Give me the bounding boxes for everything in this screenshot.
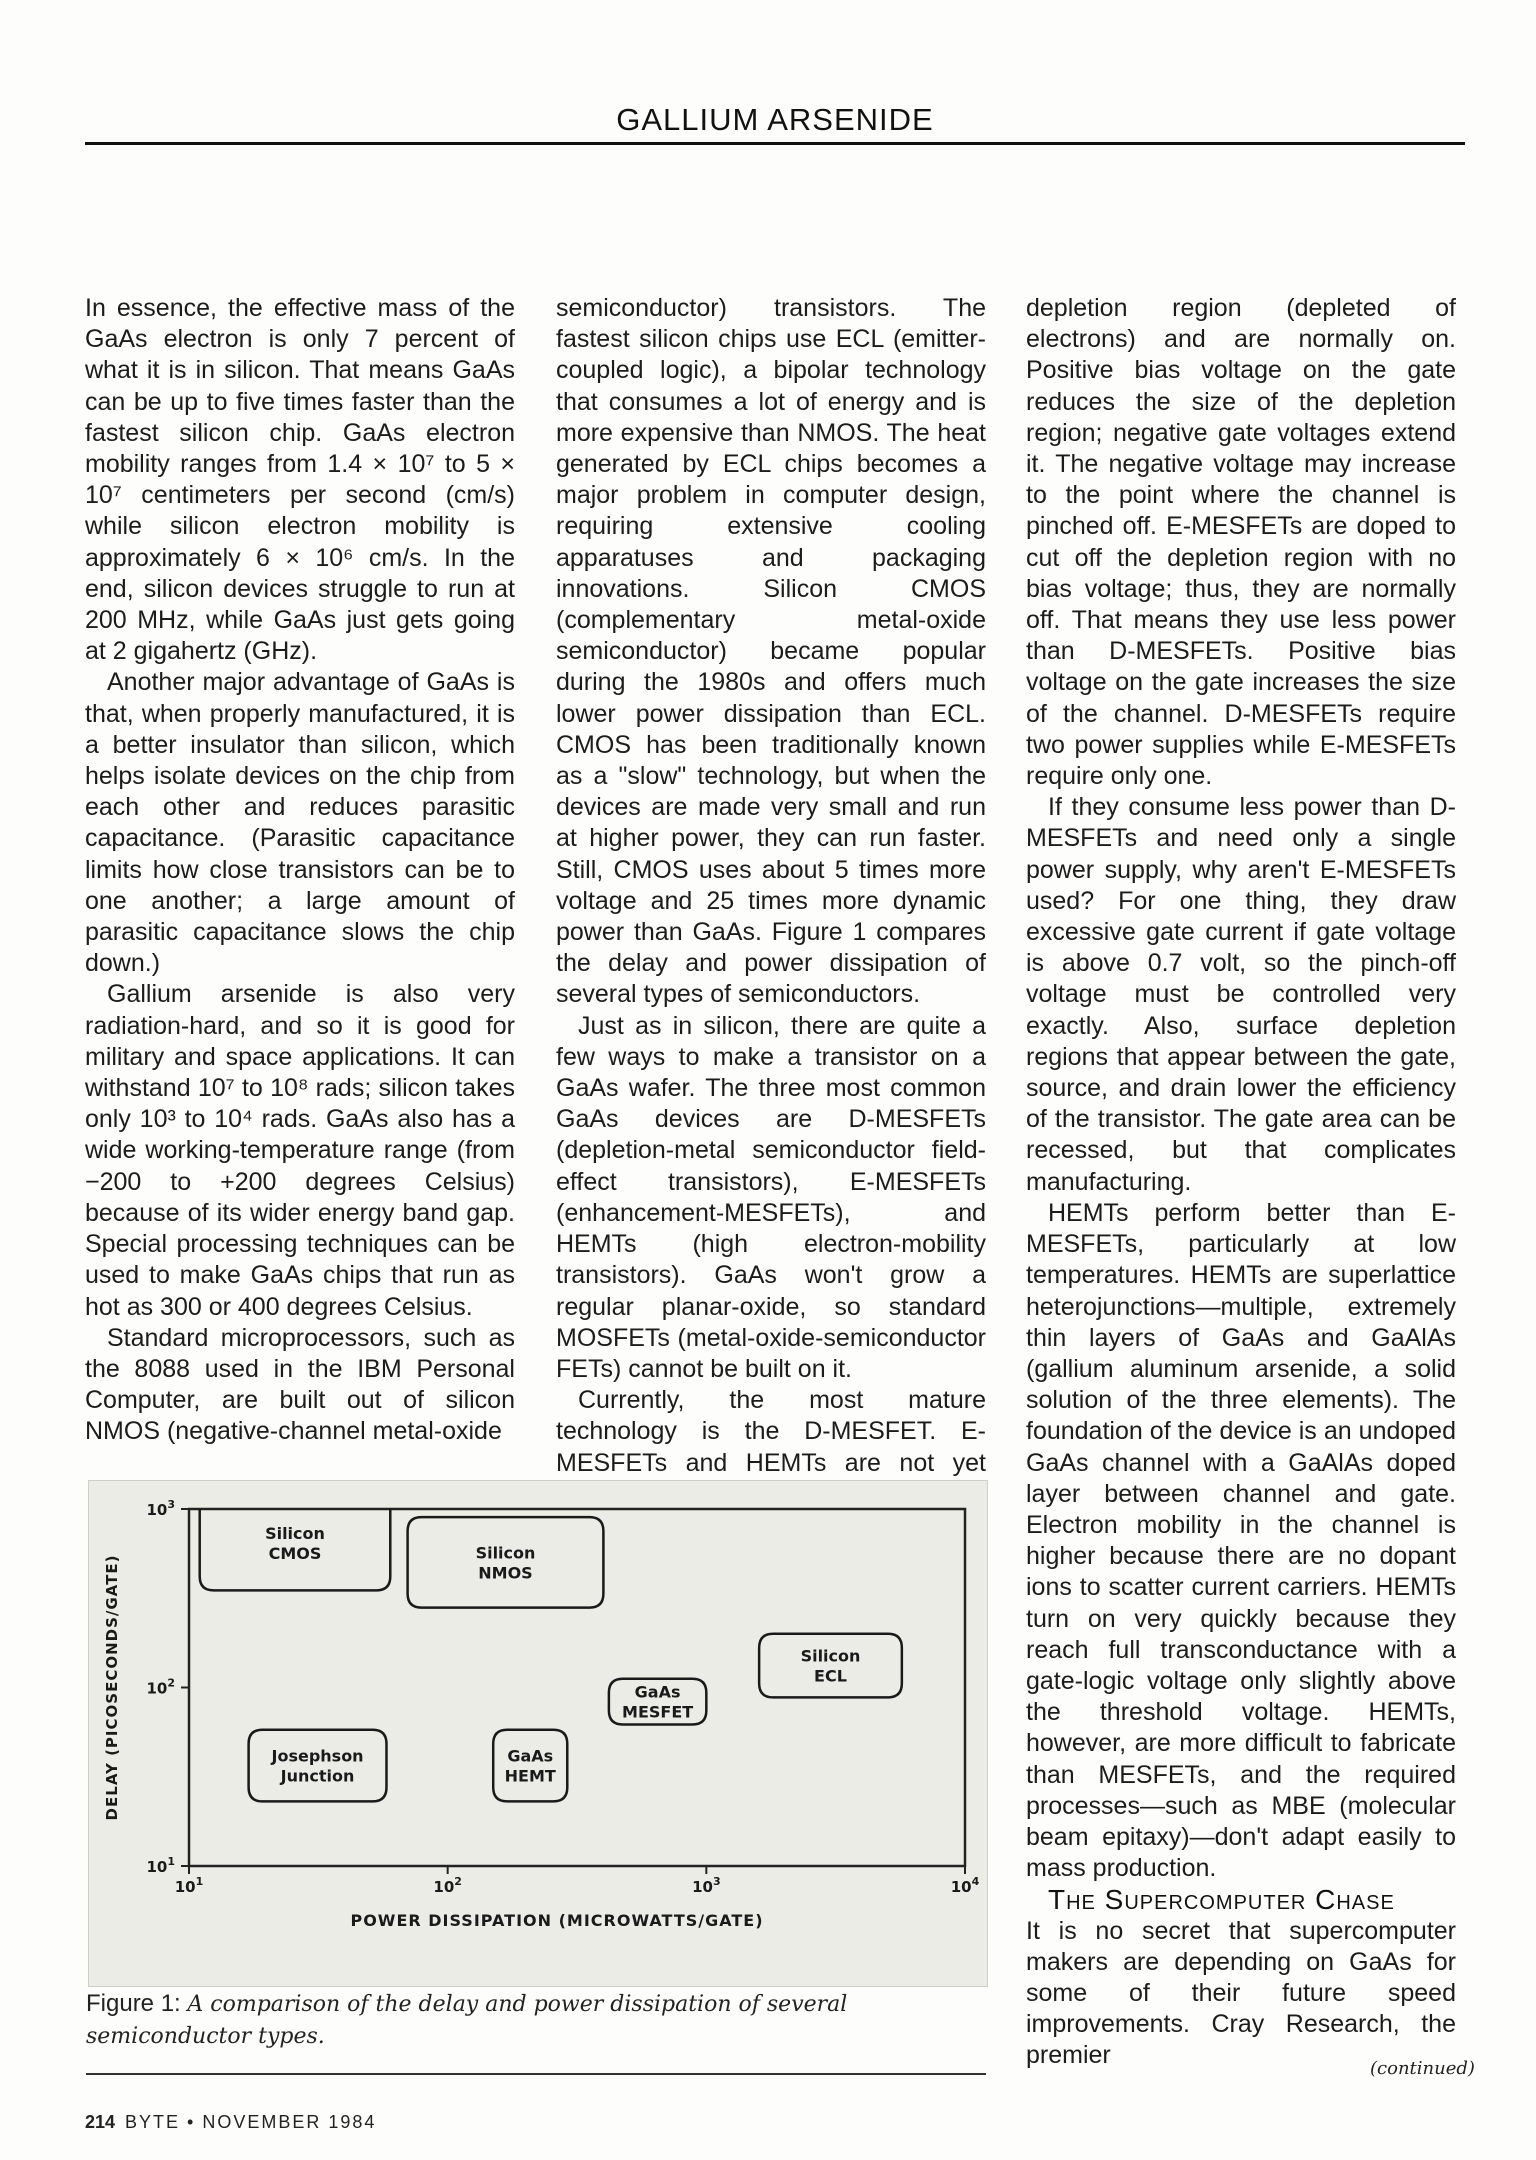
column-1: [85, 293, 515, 1448]
y-tick-label: $10^1$: [146, 1855, 175, 1876]
paragraph: Gallium arsenide is also very radiation-hard, and so it is good for military and space applications. It can withstand 10⁷ to 10⁸ rads; silicon takes only 10³ to 10⁴ rads. GaAs also has a wide working-temperature range (from −200 to +200 degrees Celsius) because of its wider energy band gap. Special processing techniques can be used to make GaAs chips that run as hot as 300 or 400 degrees Celsius.: [85, 980, 515, 1321]
gaas-hemt-label: GaAs: [507, 1746, 554, 1766]
paragraph: semiconductor) transistors. The fastest silicon chips use ECL (emitter-coupled logic), a bipolar technology that consumes a lot of energy and is more expensive than NMOS. The heat generated by ECL chips becomes a major problem in computer design, requiring extensive cooling apparatuses and packaging innovations. Silicon CMOS (complementary metal-oxide semiconductor) became popular during the 1980s and offers much lower power dissipation than ECL. CMOS has been traditionally known as a "slow" technology, but when the devices are made very small and run at higher power, they can run faster. Still, CMOS uses about 5 times more voltage and 25 times more dynamic power than GaAs. Figure 1 compares the delay and power dissipation of several types of semiconductors.: [556, 294, 986, 1009]
gaas-mesfet-label: GaAs: [634, 1682, 681, 1702]
publication-line: BYTE • NOVEMBER 1984: [125, 2112, 377, 2132]
x-tick-label: $10^1$: [174, 1875, 204, 1896]
running-header: GALLIUM ARSENIDE: [616, 102, 934, 137]
delay-power-chart: [89, 1481, 987, 1986]
header-rule: [85, 142, 1465, 145]
y-axis-label: DELAY (PICOSECONDS/GATE): [103, 1554, 121, 1821]
continued-note: (continued): [1370, 2058, 1475, 2079]
josephson-junction-label: Josephson: [271, 1746, 364, 1766]
y-tick-label: $10^2$: [146, 1676, 175, 1698]
paragraph: Another major advantage of GaAs is that, when properly manufactured, it is a better insulator than silicon, which helps isolate devices on the chip from each other and reduces parasitic capacitance. (Parasitic capacitance limits how close transistors can be to one another; a large amount of parasitic capacitance slows the chip down.): [85, 668, 515, 978]
section-heading: The Supercomputer Chase: [1048, 1884, 1395, 1916]
silicon-nmos-label: Silicon: [475, 1543, 536, 1563]
caption-label: Figure 1:: [86, 1990, 181, 2017]
paragraph: depletion region (depleted of electrons) and are normally on. Positive bias voltage on the gate reduces the size of the depletion region; negative gate voltages extend it. The negative voltage may increase to the point where the channel is pinched off. E-MESFETs are doped to cut off the depletion region with no bias voltage; thus, they are normally off. That means they use less power than D-MESFETs. Positive bias voltage on the gate increases the size of the channel. D-MESFETs require two power supplies while E-MESFETs require only one.: [1026, 294, 1456, 791]
x-tick-label: $10^3$: [692, 1875, 721, 1896]
paragraph: Currently, the most mature technology is the D-MESFET. E-MESFETs and HEMTs are not yet: [556, 1386, 986, 1477]
paragraph: Just as in silicon, there are quite a few ways to make a transistor on a GaAs wafer. The three most common GaAs devices are D-MESFETs (depletion-metal semiconductor field-effect transistors), E-MESFETs (enhancement-MESFETs), and HEMTs (high electron-mobility transistors). GaAs won't grow a regular planar-oxide, so standard MOSFETs (metal-oxide-semiconductor FETs) cannot be built on it.: [556, 1011, 986, 1383]
paragraph: Standard microprocessors, such as the 8088 used in the IBM Personal Computer, are built out of silicon NMOS (negative-channel metal-oxide: [85, 1323, 515, 1446]
caption-text: A comparison of the delay and power dissipation of several semiconductor types.: [86, 1992, 848, 2049]
y-tick-label: $10^3$: [146, 1498, 175, 1519]
paragraph: It is no secret that supercomputer makers are depending on GaAs for some of their future speed improvements. Cray Research, the premier: [1026, 1916, 1456, 2070]
silicon-cmos-label: Silicon: [265, 1524, 325, 1543]
gaas-hemt-label: HEMT: [504, 1766, 556, 1786]
silicon-ecl-label: ECL: [814, 1666, 847, 1686]
x-axis-label: POWER DISSIPATION (MICROWATTS/GATE): [350, 1911, 764, 1930]
page-number: 214: [85, 2112, 116, 2132]
x-tick-label: $10^4$: [950, 1875, 980, 1896]
page-footer: [85, 2112, 376, 2133]
figure-1-chart: [88, 1480, 988, 1987]
silicon-cmos-label: CMOS: [268, 1544, 322, 1563]
paragraph: HEMTs perform better than E-MESFETs, particularly at low temperatures. HEMTs are superlattice heterojunctions—multiple, extremely thin layers of GaAs and GaAlAs (gallium aluminum arsenide, a solid solution of the three elements). The foundation of the device is an undoped GaAs channel with a GaAlAs doped layer between channel and gate. Electron mobility in the channel is higher because there are no dopant ions to scatter current carriers. HEMTs turn on very quickly because they reach full transconductance with a gate-logic voltage only slightly above the threshold voltage. HEMTs, however, are more difficult to fabricate than MESFETs, and the required processes—such as MBE (molecular beam epitaxy)—don't adapt easily to mass production.: [1026, 1198, 1456, 1883]
josephson-junction-label: Junction: [280, 1766, 355, 1786]
paragraph: In essence, the effective mass of the GaAs electron is only 7 percent of what it is in silicon. That means GaAs can be up to five times faster than the fastest silicon chip. GaAs electron mobility ranges from 1.4 × 10⁷ to 5 × 10⁷ centimeters per second (cm/s) while silicon electron mobility is approximately 6 × 10⁶ cm/s. In the end, silicon devices struggle to run at 200 MHz, while GaAs just gets going at 2 gigahertz (GHz).: [85, 294, 515, 666]
paragraph: If they consume less power than D-MESFETs and need only a single power supply, why aren't E-MESFETs used? For one thing, they draw excessive gate current if gate voltage is above 0.7 volt, so the pinch-off voltage must be controlled very exactly. Also, surface depletion regions that appear between the gate, source, and drain lower the efficiency of the transistor. The gate area can be recessed, but that complicates manufacturing.: [1026, 793, 1456, 1196]
gaas-mesfet-label: MESFET: [622, 1702, 694, 1722]
column-3: [1026, 293, 1456, 2072]
x-tick-label: $10^2$: [433, 1875, 462, 1896]
figure-rule: [86, 2073, 986, 2075]
figure-caption: [86, 1988, 986, 2052]
silicon-ecl-label: Silicon: [800, 1646, 861, 1666]
silicon-nmos-label: NMOS: [478, 1563, 533, 1583]
column-2: [556, 293, 986, 1541]
